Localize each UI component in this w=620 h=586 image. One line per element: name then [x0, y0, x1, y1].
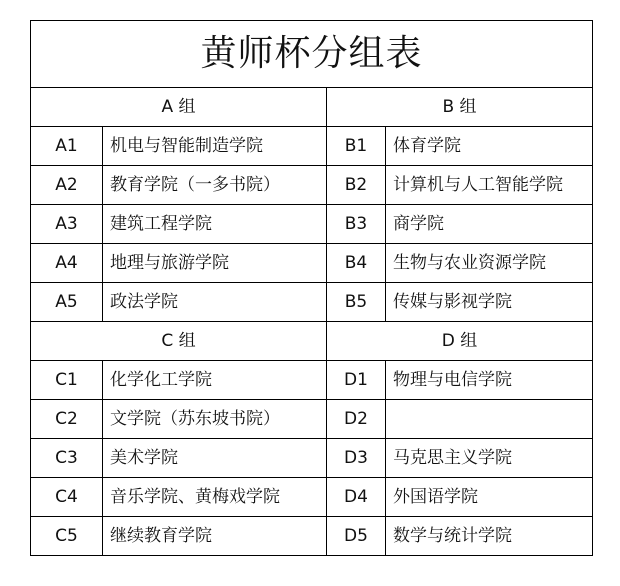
- team-code: A1: [31, 127, 103, 166]
- table-row: [31, 127, 593, 166]
- college-name: 继续教育学院: [103, 517, 327, 556]
- college-name: 传媒与影视学院: [386, 283, 593, 322]
- team-code: A5: [31, 283, 103, 322]
- college-name: [386, 400, 593, 439]
- team-code: B4: [327, 244, 386, 283]
- group-table-sheet: [30, 20, 592, 556]
- college-name: 生物与农业资源学院: [386, 244, 593, 283]
- team-code: C2: [31, 400, 103, 439]
- title-row: [31, 21, 593, 88]
- college-name: 地理与旅游学院: [103, 244, 327, 283]
- team-code: C3: [31, 439, 103, 478]
- college-name: 文学院（苏东坡书院）: [103, 400, 327, 439]
- table-row: [31, 517, 593, 556]
- team-code: B3: [327, 205, 386, 244]
- team-code: B5: [327, 283, 386, 322]
- table-row: [31, 244, 593, 283]
- table-title: 黄师杯分组表: [31, 21, 593, 88]
- college-name: 化学化工学院: [103, 361, 327, 400]
- college-name: 音乐学院、黄梅戏学院: [103, 478, 327, 517]
- college-name: 政法学院: [103, 283, 327, 322]
- college-name: 机电与智能制造学院: [103, 127, 327, 166]
- table-row: [31, 205, 593, 244]
- table-row: [31, 478, 593, 517]
- team-code: D5: [327, 517, 386, 556]
- group-header-d: D 组: [327, 322, 593, 361]
- table-row: [31, 361, 593, 400]
- college-name: 马克思主义学院: [386, 439, 593, 478]
- college-name: 外国语学院: [386, 478, 593, 517]
- team-code: A3: [31, 205, 103, 244]
- group-header-b: B 组: [327, 88, 593, 127]
- group-header-c: C 组: [31, 322, 327, 361]
- team-code: B2: [327, 166, 386, 205]
- team-code: B1: [327, 127, 386, 166]
- team-code: D1: [327, 361, 386, 400]
- team-code: D2: [327, 400, 386, 439]
- team-code: C4: [31, 478, 103, 517]
- group-table: [30, 20, 593, 556]
- group-header-row: [31, 322, 593, 361]
- college-name: 建筑工程学院: [103, 205, 327, 244]
- team-code: C5: [31, 517, 103, 556]
- table-row: [31, 283, 593, 322]
- college-name: 物理与电信学院: [386, 361, 593, 400]
- table-row: [31, 400, 593, 439]
- college-name: 体育学院: [386, 127, 593, 166]
- team-code: A4: [31, 244, 103, 283]
- table-row: [31, 166, 593, 205]
- college-name: 美术学院: [103, 439, 327, 478]
- group-header-a: A 组: [31, 88, 327, 127]
- college-name: 数学与统计学院: [386, 517, 593, 556]
- college-name: 商学院: [386, 205, 593, 244]
- group-header-row: [31, 88, 593, 127]
- college-name: 计算机与人工智能学院: [386, 166, 593, 205]
- team-code: A2: [31, 166, 103, 205]
- team-code: D3: [327, 439, 386, 478]
- team-code: D4: [327, 478, 386, 517]
- college-name: 教育学院（一多书院）: [103, 166, 327, 205]
- table-row: [31, 439, 593, 478]
- team-code: C1: [31, 361, 103, 400]
